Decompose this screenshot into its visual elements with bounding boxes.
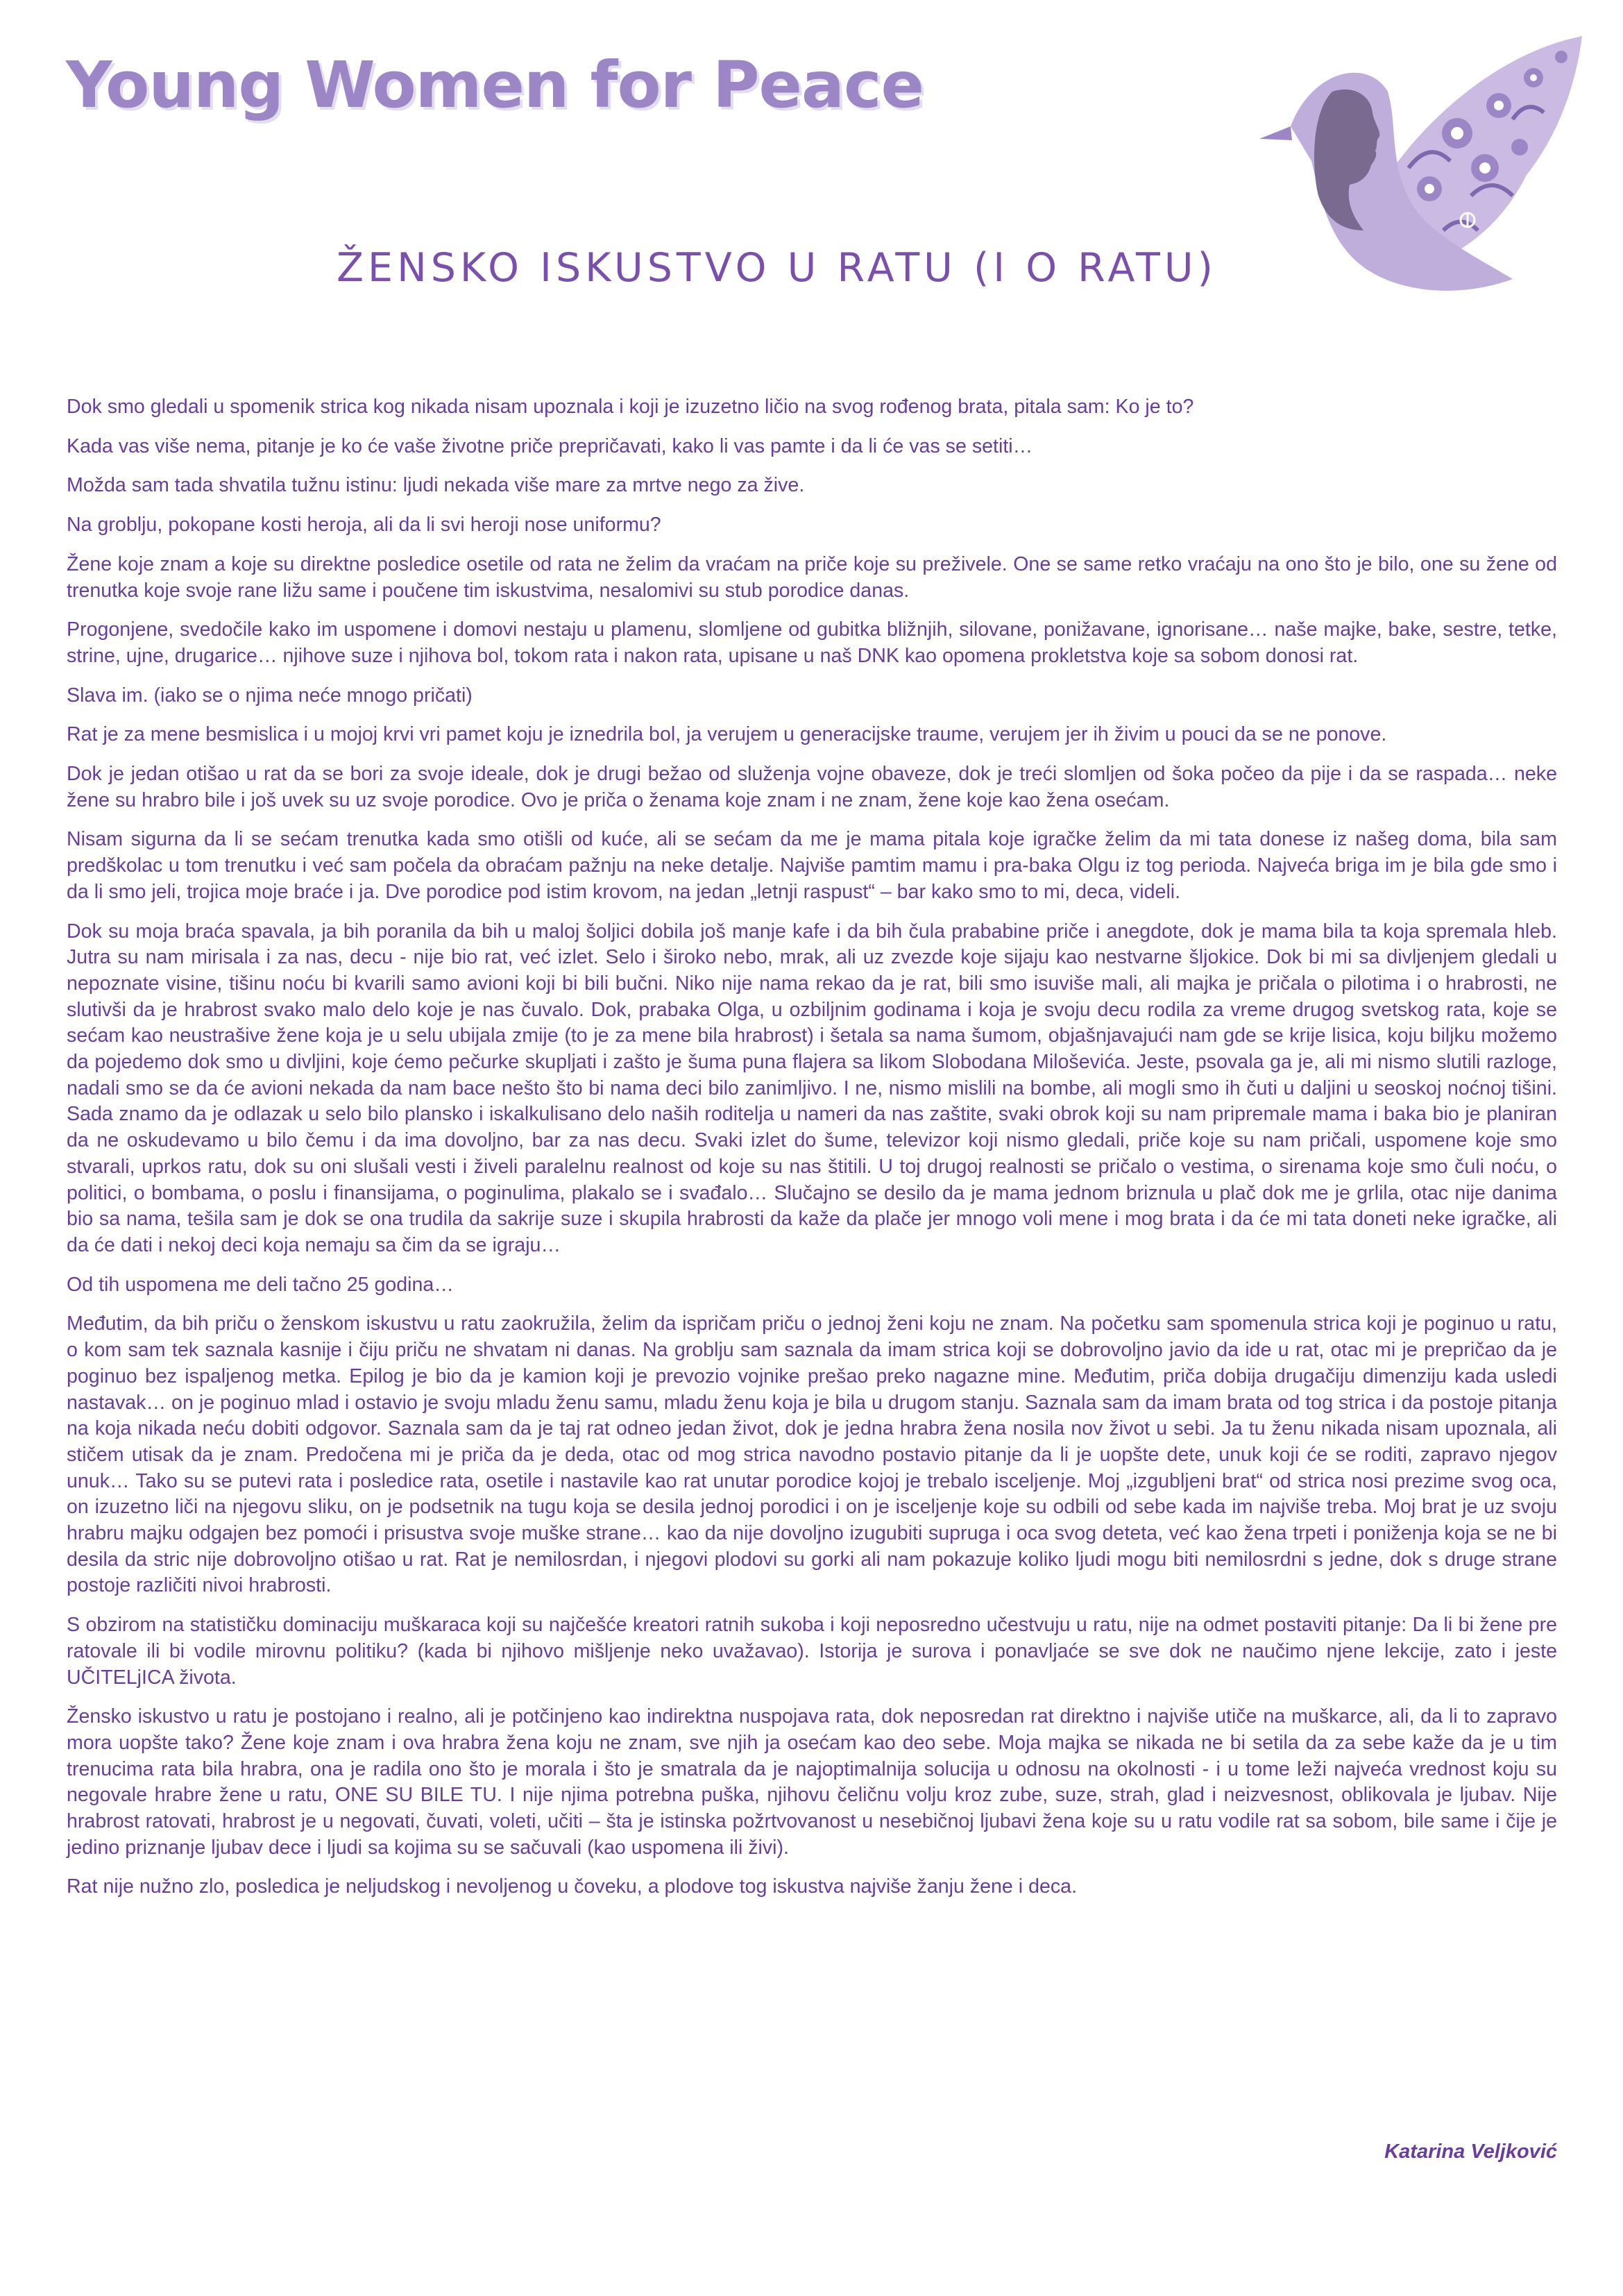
paragraph: Kada vas više nema, pitanje je ko će vaše životne priče prepričavati, kako li vas pamte i da li će vas se setiti… (67, 434, 1033, 457)
paragraph: Dok su moja braća spavala, ja bih poranila da bih u maloj šoljici dobila još manje kafe i da bih čula prababine priče i anegdote, dok je mama bila ta koja spremala hleb. Jutra su nam mirisala i za nas, decu - nije bio rat, već izlet. Selo i široko nebo, mrak, ali uz zvezde koje sijaju kao nestvarne šljokice. Dok bi mi sa divljenjem gledali u nepoznate visine, tišinu noću bi kvarili samo avioni koji bi bili bučni. Niko nije nama rekao da je rat, bili smo isuviše mali, ali majka je pričala o pilotima i o hrabrosti, ne slutivši da je hrabrost svako malo delo koje je nas čuvalo. Dok, prabaka Olga, u ozbiljnim godinama i koja je svoju decu rodila za vreme drugog svetskog rata, koje se sećam kao neustrašive žene koja je u selu ubijala zmije (to je za mene bila hrabrost) i šetala sa nama šumom, objašnjavajući nam gde se krije lisica, koju biljku možemo da pojedemo dok smo u divljini, koje ćemo pečurke skupljati i zašto je šuma puna flajera sa likom Slobodana Miloševića. Jeste, psovala ga je, ali mi nismo slutili razloge, nadali smo se da će avioni nekada da nam bace nešto što bi nama deci bilo zanimljivo. I ne, nismo mislili na bombe, ali mogli smo ih čuti u daljini u seoskoj noćnoj tišini. Sada znamo da je odlazak u selo bilo plansko i iskalkulisano delo naših roditelja u nameri da nas zaštite, svaki obrok koji su nam pripremale mama i baka bio je planiran da ne oskudevamo u bilo čemu i da ima dovoljno, bar za nas decu. Svaki izlet do šume, televizor koji nismo gledali, priče koje su nam pričali, uspomene koje smo stvarali, uprkos ratu, dok su oni slušali vesti i živeli paralelnu realnost od koje su nas štitili. U toj drugoj realnosti se pričalo o vestima, o sirenama koje smo čuli noću, o politici, o bombama, o poslu i finansijama, o poginulima, plakalo se i svađalo… Slučajno se desilo da je mama jednom briznula u plač dok me je grlila, otac nije danima bio sa nama, tešila sam je dok se ona trudila da sakrije suze i skupila hrabrosti da kaže da plače jer mnogo voli mene i mog brata i da će mi tata doneti neke igračke, ali da će dati i nekoj deci koja nemaju sa čim da se igraju… (67, 920, 1557, 1256)
document-title: ŽENSKO ISKUSTVO U RATU (I O RATU) (337, 245, 1217, 291)
dove-with-woman-profile-icon (1249, 29, 1596, 321)
paragraph: Od tih uspomena me deli tačno 25 godina… (67, 1273, 454, 1296)
paragraph: Dok je jedan otišao u rat da se bori za svoje ideale, dok je drugi bežao od služenja vojne obaveze, dok je treći slomljen od šoka počeo da pije i da se raspada… neke žene su hrabro bile i još uvek su uz svoje porodice. Ovo je priča o ženama koje znam i ne znam, žene koje kao žena osećam. (67, 763, 1557, 811)
paragraph: Dok smo gledali u spomenik strica kog nikada nisam upoznala i koji je izuzetno ličio na svog rođenog brata, pitala sam: Ko je to? (67, 396, 1194, 418)
dove-beak (1259, 126, 1292, 140)
paragraph: Međutim, da bih priču o ženskom iskustvu u ratu zaokružila, želim da ispričam priču o jednoj ženi koju ne znam. Na početku sam spomenula strica koji je poginuo u ratu, o kom sam tek saznala kasnije i čiju priču ne shvatam ni danas. Na groblju sam saznala da imam strica koji se dobrovoljno javio da ide u rat, otac mi je prepričao da je poginuo bez ispaljenog metka. Epilog je bio da je kamion koji je prevozio vojnike prešao preko nagazne mine. Međutim, priča dobija drugačiju dimenziju kada usledi nastavak… on je poginuo mlad i ostavio je svoju mladu ženu samu, mladu ženu koja je bila u drugom stanju. Saznala sam da imam brata od tog strica i da postoje pitanja na koja nikada neću dobiti odgovor. Saznala sam da je taj rat odneo jedan život, dok je jedna hrabra žena nosila nov život u sebi. Ja tu ženu nikada nisam upoznala, ali stičem utisak da je znam. Predočena mi je priča da je deda, otac od mog strica navodno postavio pitanje da li je uopšte dete, unuk koji će se roditi, zapravo njegov unuk… Tako su se putevi rata i posledice rata, osetile i nastavile kao rat unutar porodice kojoj je trebalo isceljenje. Moj „izgubljeni brat“ od strica nosi prezime svog oca, on izuzetno liči na njegovu sliku, on je podsetnik na tugu koja se desila jednoj porodici i on je isceljenje koje su odbili od sebe kada im najviše treba. Moj brat je uz svoju hrabru majku odgajen bez pomoći i prisustva svoje muške strane… kao da nije dovoljno izugubiti supruga i oca svog deteta, već kao žena trpeti i poniženja koja se ne bi desila da stric nije dobrovoljno otišao u rat. Rat je nemilosrdan, i njegovi plodovi su gorki ali nam pokazuje koliko ljudi mogu biti nemilosrdni s jedne, dok s druge strane postoje različiti nivoi hrabrosti. (67, 1312, 1557, 1597)
paragraph: Slava im. (iako se o njima neće mnogo pričati) (67, 684, 473, 707)
paragraph: Možda sam tada shvatila tužnu istinu: ljudi nekada više mare za mrtve nego za žive. (67, 474, 805, 497)
author-signature: Katarina Veljković (1384, 2141, 1557, 2163)
article-body (67, 394, 1557, 1914)
paragraph: Rat nije nužno zlo, posledica je neljudskog i nevoljenog u čoveku, a plodove tog iskustva najviše žanju žene i deca. (67, 1875, 1078, 1898)
paragraph: Rat je za mene besmislica i u mojoj krvi vri pamet koju je iznedrila bol, ja verujem u generacijske traume, verujem jer ih živim u pouci da se ne ponove. (67, 723, 1387, 746)
organization-title: Young Women for Peace (66, 48, 924, 122)
paragraph: Nisam sigurna da li se sećam trenutka kada smo otišli od kuće, ali se sećam da me je mama pitala koje igračke želim da mi tata donese iz našeg doma, bila sam predškolac u tom trenutku i već sam počela da obraćam pažnju na neke detalje. Najviše pamtim mamu i pra-baka Olgu iz tog perioda. Najveća briga im je bila gde smo i da li smo jeli, trojica moje braće i ja. Dve porodice pod istim krovom, na jedan „letnji raspust“ – bar kako smo to mi, deca, videli. (67, 828, 1557, 903)
paragraph: Na groblju, pokopane kosti heroja, ali da li svi heroji nose uniformu? (67, 514, 661, 537)
paragraph: Progonjene, svedočile kako im uspomene i domovi nestaju u plamenu, slomljene od gubitka bližnjih, silovane, ponižavane, ignorisane… naše majke, bake, sestre, tetke, strine, ujne, drugarice… njihove suze i njihova bol, tokom rata i nakon rata, upisane u naš DNK kao opomena prokletstva koje sa sobom donosi rat. (67, 618, 1557, 667)
paragraph: Žensko iskustvo u ratu je postojano i realno, ali je potčinjeno kao indirektna nuspojava rata, dok neposredan rat direktno i najviše utiče na muškarce, ali, da li to zapravo mora uopšte tako? Žene koje znam i ova hrabra žena koju ne znam, sve njih ja osećam kao deo sebe. Moja majka se nikada ne bi setila da za sebe kaže da je u tim trenucima rata bila hrabra, ona je radila ono što je morala i što je smatrala da je najoptimalnija solucija u odnosu na okolnosti - i u tome leži najveća vrednost koju su negovale hrabre žene u ratu, ONE SU BILE TU. I nije njima potrebna puška, njihovu čeličnu volju kroz zube, suze, strah, glad i neizvesnost, oblikovala je ljubav. Nije hrabrost ratovati, hrabrost je u negovati, čuvati, voleti, učiti – šta je istinska požrtvovanost u nesebičnoj ljubavi žena koje su u ratu vodile rat sa sobom, bile same i čije je jedino priznanje ljubav dece i ljudi sa kojima su se sačuvali (kao uspomena ili živi). (67, 1705, 1557, 1859)
paragraph: Žene koje znam a koje su direktne posledice osetile od rata ne želim da vraćam na priče koje su preživele. One se same retko vraćaju na ono što je bilo, one su žene od trenutka koje svoje rane ližu same i poučene tim iskustvima, nesalomivi su stub porodice danas. (67, 552, 1557, 602)
paragraph: S obzirom na statističku dominaciju muškaraca koji su najčešće kreatori ratnih sukoba i koji neposredno učestvuju u ratu, nije na odmet postaviti pitanje: Da li bi žene pre ratovale ili bi vodile mirovnu politiku? (kada bi njihovo mišljenje neko uvažavao). Istorija je surova i ponavljaće se sve dok ne naučimo njene lekcije, zato i jeste UČITELjICA života. (67, 1614, 1557, 1689)
